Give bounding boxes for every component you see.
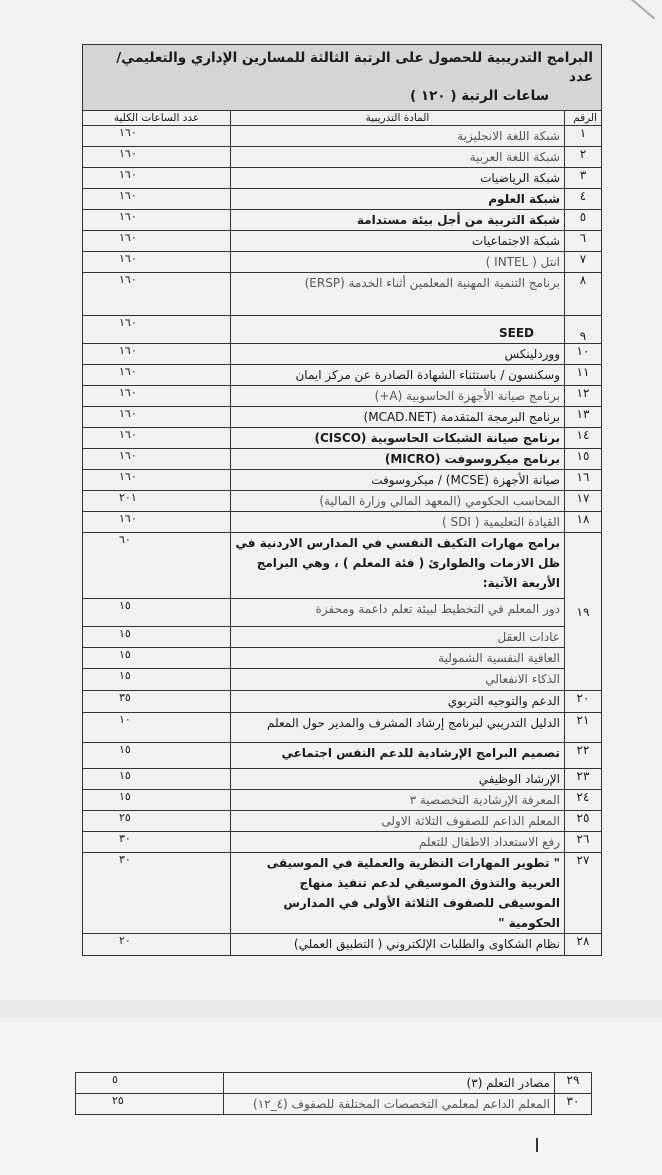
row-subject: القيادة التعليمية ( SDI ) [231, 512, 565, 533]
row-num: ١٣ [565, 407, 602, 428]
row-num: ٦ [565, 231, 602, 252]
row-subject: المحاسب الحكومي (المعهد المالي وزارة المالية) [231, 491, 565, 512]
row-num: ١٠ [565, 344, 602, 365]
row-subject: الذكاء الانفعالي [231, 669, 565, 691]
row-subject: المعلم الداعم للصفوف الثلاثة الاولى [231, 811, 565, 832]
training-programs-table-continued [75, 1072, 592, 1115]
row-num: ٢٧ [565, 853, 602, 934]
row-subject: برنامج صيانة الشبكات الحاسوبية (CISCO) [231, 428, 565, 449]
row-num: ٥ [565, 210, 602, 231]
table-stub-line [536, 1138, 538, 1152]
row-num: ٩ [565, 316, 602, 344]
row-subject: صيانة الأجهزة (MCSE) / ميكروسوفت [231, 470, 565, 491]
row-hours: ١٦٠ [83, 168, 231, 189]
row-num: ٢٩ [555, 1073, 592, 1094]
row-hours: ١٦٠ [83, 231, 231, 252]
row-subject: رفع الاستعداد الاطفال للتعلم [231, 832, 565, 853]
row-subject: ووردلينكس [231, 344, 565, 365]
table-row [76, 1073, 592, 1094]
row-hours: ٣٥ [83, 691, 231, 713]
table-row [83, 769, 602, 790]
row-subject: شبكة الاجتماعيات [231, 231, 565, 252]
row-subject: شبكة العلوم [231, 189, 565, 210]
table-row-19-intro [83, 533, 602, 599]
table-row [83, 648, 602, 669]
row-subject: برامج مهارات التكيف النفسي في المدارس الاردنية في ظل الازمات والطوارئ ( فئة المعلم ) ، وهي البرامج الأربعة الآتية: [231, 533, 565, 599]
row-hours: ١٥ [83, 743, 231, 769]
row-hours: ١٦٠ [83, 365, 231, 386]
row-hours: ١٦٠ [83, 147, 231, 168]
row-num: ٣٠ [555, 1094, 592, 1115]
row-num: ٢٣ [565, 769, 602, 790]
row-hours: ١٦٠ [83, 344, 231, 365]
table-row [83, 210, 602, 231]
row-hours: ١٦٠ [83, 210, 231, 231]
row-hours: ١٦٠ [83, 470, 231, 491]
row-num: ١٨ [565, 512, 602, 533]
row-subject: SEED [231, 316, 565, 344]
row-num: ١٤ [565, 428, 602, 449]
row-subject: وسكنسون / باستثناء الشهادة الصادرة عن مركز ايمان [231, 365, 565, 386]
row-hours: ١٦٠ [83, 126, 231, 147]
row-subject: الدليل التدريبي لبرنامج إرشاد المشرف والمدير حول المعلم [231, 713, 565, 743]
row-num: ٢٠ [565, 691, 602, 713]
row-hours: ٣٠ [83, 832, 231, 853]
row-num: ٣ [565, 168, 602, 189]
row-hours: ٥ [76, 1073, 224, 1094]
row-subject: المعرفة الإرشادية التخصصية ٣ [231, 790, 565, 811]
row-num: ٨ [565, 273, 602, 316]
row-num: ١٧ [565, 491, 602, 512]
row-subject: برنامج صيانة الأجهزة الحاسوبية (A+) [231, 386, 565, 407]
table-row [83, 252, 602, 273]
row-num: ١٦ [565, 470, 602, 491]
row-subject: مصادر التعلم (٣) [224, 1073, 555, 1094]
row-subject: نظام الشكاوى والطلبات الإلكتروني ( التطبيق العملي) [231, 934, 565, 956]
row-hours: ١٦٠ [83, 386, 231, 407]
table-row [83, 491, 602, 512]
table-row [83, 316, 602, 344]
row-hours: ١٥ [83, 599, 231, 627]
table-row [83, 273, 602, 316]
table-row [83, 386, 602, 407]
row-num: ١٥ [565, 449, 602, 470]
row-num: ٢٢ [565, 743, 602, 769]
table-row [83, 470, 602, 491]
row-subject: " تطوير المهارات النظرية والعملية في الموسيقى العربية والتذوق الموسيقي لدعم تنفيذ منهاج الموسيقى للصفوف الثلاثة الأولى في المدارس الحكومية " [231, 853, 565, 934]
row-subject: شبكة الرياضيات [231, 168, 565, 189]
row-subject: شبكة اللغة الانجليزية [231, 126, 565, 147]
table-row [83, 713, 602, 743]
table-row [83, 853, 602, 934]
table-row [83, 811, 602, 832]
row-num: ٢ [565, 147, 602, 168]
row-hours: ٢٥ [83, 811, 231, 832]
row-subject: شبكة اللغة العربية [231, 147, 565, 168]
table-row [83, 934, 602, 956]
table-row [83, 231, 602, 252]
row-hours: ١٦٠ [83, 189, 231, 210]
row-hours: ١٦٠ [83, 428, 231, 449]
table-row [83, 344, 602, 365]
row-hours: ١٥ [83, 790, 231, 811]
training-programs-table [82, 44, 602, 956]
header-row [83, 111, 602, 126]
row-num: ٧ [565, 252, 602, 273]
table-row [83, 126, 602, 147]
table-row [83, 599, 602, 627]
row-hours: ٦٠ [83, 533, 231, 599]
row-hours: ١٥ [83, 769, 231, 790]
row-subject: انتل ( INTEL ) [231, 252, 565, 273]
table-row [83, 790, 602, 811]
row-subject: العافية النفسية الشمولية [231, 648, 565, 669]
row-subject: الإرشاد الوظيفي [231, 769, 565, 790]
row-subject: برنامج البرمجة المتقدمة (MCAD.NET) [231, 407, 565, 428]
row-num: ٢١ [565, 713, 602, 743]
row-hours: ١٥ [83, 627, 231, 648]
table-row [83, 428, 602, 449]
row-hours: ٢٥ [76, 1094, 224, 1115]
row-hours: ١٠ [83, 713, 231, 743]
row-hours: ٢٠١ [83, 491, 231, 512]
row-subject: برنامج التنمية المهنية المعلمين أثناء الخدمة (ERSP) [231, 273, 565, 316]
table-row [83, 449, 602, 470]
row-hours: ١٥ [83, 648, 231, 669]
row-subject: المعلم الداعم لمعلمي التخصصات المختلفة للصفوف (٤_١٢) [224, 1094, 555, 1115]
row-subject: عادات العقل [231, 627, 565, 648]
row-subject: برنامج ميكروسوفت (MICRO) [231, 449, 565, 470]
table-title [83, 45, 602, 111]
table-row [83, 168, 602, 189]
row-hours: ١٦٠ [83, 512, 231, 533]
row-num: ١ [565, 126, 602, 147]
table-row [83, 743, 602, 769]
row-hours: ١٦٠ [83, 449, 231, 470]
table-row [83, 669, 602, 691]
table-row [83, 832, 602, 853]
table-row [83, 189, 602, 210]
row-hours: ١٦٠ [83, 316, 231, 344]
table-row [83, 407, 602, 428]
row-hours: ١٦٠ [83, 407, 231, 428]
title-line-2: ساعات الرتبة ( ١٢٠ ) [410, 88, 549, 104]
table-row [83, 512, 602, 533]
row-subject: دور المعلم في التخطيط لبيئة تعلم داعمة ومحفزة [231, 599, 565, 627]
row-subject: تصميم البرامج الإرشادية للدعم النفس اجتماعي [231, 743, 565, 769]
row-num: ٢٨ [565, 934, 602, 956]
header-num: الرقم [565, 111, 602, 126]
row-subject: شبكة التربية من أجل بيئة مستدامة [231, 210, 565, 231]
row-num: ٤ [565, 189, 602, 210]
row-hours: ١٥ [83, 669, 231, 691]
header-hours: عدد الساعات الكلية [83, 111, 231, 126]
row-hours: ٢٠ [83, 934, 231, 956]
row-num: ٢٦ [565, 832, 602, 853]
row-num: ١١ [565, 365, 602, 386]
row-hours: ١٦٠ [83, 252, 231, 273]
row-num: ٢٥ [565, 811, 602, 832]
row-hours: ٣٠ [83, 853, 231, 934]
row-num: ١٩ [565, 533, 602, 691]
row-num: ٢٤ [565, 790, 602, 811]
table-row [83, 627, 602, 648]
title-line-1: البرامج التدريبية للحصول على الرتبة الثالثة للمسارين الإداري والتعليمي/ عدد [116, 50, 593, 85]
table-row [83, 691, 602, 713]
row-subject: الدعم والتوجيه التربوي [231, 691, 565, 713]
table-row [76, 1094, 592, 1115]
header-subject: المادة التدريبية [231, 111, 565, 126]
row-num: ١٢ [565, 386, 602, 407]
row-hours: ١٦٠ [83, 273, 231, 316]
table-row [83, 147, 602, 168]
table-row [83, 365, 602, 386]
